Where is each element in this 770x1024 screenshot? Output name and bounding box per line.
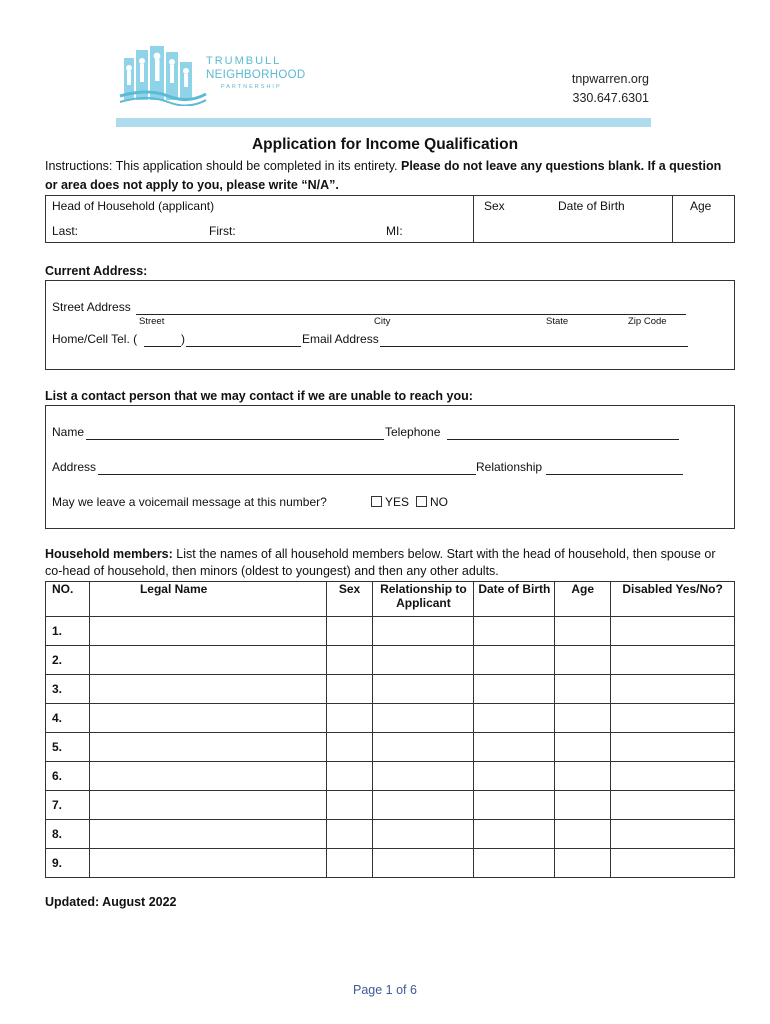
- mi-field[interactable]: MI:: [386, 224, 403, 238]
- table-row: [46, 646, 735, 675]
- head-of-household-box: [45, 195, 735, 243]
- household-heading-text: List the names of all household members below. Start with the head of household, then spouse or co-head of household, then minors (oldest to youngest) and then any other adults.: [45, 547, 716, 578]
- state-caption: State: [546, 316, 569, 327]
- contact-address-label: Address: [52, 460, 97, 474]
- col-dob: Date of Birth: [474, 582, 555, 617]
- contact-person-heading: List a contact person that we may contact if we are unable to reach you:: [45, 389, 473, 403]
- household-table: [45, 581, 735, 878]
- age-cell[interactable]: [555, 704, 611, 733]
- head-label: Head of Household (applicant): [52, 199, 215, 213]
- sex-cell[interactable]: [326, 675, 373, 704]
- age-cell[interactable]: [555, 675, 611, 704]
- header-bar: [116, 118, 651, 127]
- age-cell[interactable]: [555, 791, 611, 820]
- street-address-field[interactable]: [136, 314, 686, 315]
- row-number: 2.: [46, 646, 90, 675]
- dob-cell[interactable]: [474, 791, 555, 820]
- age-cell[interactable]: [555, 617, 611, 646]
- dob-cell[interactable]: [474, 646, 555, 675]
- updated-date: Updated: August 2022: [45, 895, 177, 909]
- col-age: Age: [555, 582, 611, 617]
- voicemail-no-option[interactable]: NO: [416, 495, 448, 509]
- disabled-cell[interactable]: [611, 820, 735, 849]
- checkbox-icon[interactable]: [416, 496, 427, 507]
- sex-cell[interactable]: [326, 646, 373, 675]
- legal-name-cell[interactable]: [89, 849, 326, 878]
- age-cell[interactable]: [555, 646, 611, 675]
- disabled-cell[interactable]: [611, 704, 735, 733]
- instructions: [45, 157, 735, 195]
- zip-caption: Zip Code: [628, 316, 667, 327]
- phone-field[interactable]: [186, 346, 301, 347]
- sex-cell[interactable]: [326, 704, 373, 733]
- sex-cell[interactable]: [326, 733, 373, 762]
- instructions-bold: Please do not leave any questions blank. If a question or area does not apply to you, please write “N/A”.: [45, 159, 722, 192]
- sex-cell[interactable]: [326, 791, 373, 820]
- legal-name-cell[interactable]: [89, 675, 326, 704]
- col-sex: Sex: [326, 582, 373, 617]
- dob-cell[interactable]: [474, 762, 555, 791]
- contact-name-label: Name: [52, 425, 85, 439]
- relationship-cell[interactable]: [373, 675, 474, 704]
- phone-number: 330.647.6301: [572, 91, 649, 105]
- dob-label: Date of Birth: [558, 199, 625, 213]
- contact-relationship-field[interactable]: [546, 474, 683, 475]
- logo-line3: PARTNERSHIP: [221, 84, 282, 90]
- disabled-cell[interactable]: [611, 646, 735, 675]
- contact-telephone-field[interactable]: [447, 439, 679, 440]
- sex-cell[interactable]: [326, 849, 373, 878]
- table-row: [46, 704, 735, 733]
- sex-cell[interactable]: [326, 762, 373, 791]
- age-cell[interactable]: [555, 849, 611, 878]
- age-cell[interactable]: [555, 762, 611, 791]
- contact-person-box: [45, 405, 735, 529]
- voicemail-yes-option[interactable]: YES: [371, 495, 409, 509]
- contact-name-field[interactable]: [86, 439, 384, 440]
- table-row: [46, 617, 735, 646]
- row-number: 1.: [46, 617, 90, 646]
- col-no: NO.: [46, 582, 90, 617]
- relationship-cell[interactable]: [373, 617, 474, 646]
- legal-name-cell[interactable]: [89, 646, 326, 675]
- relationship-cell[interactable]: [373, 820, 474, 849]
- row-number: 5.: [46, 733, 90, 762]
- street-caption: Street: [139, 316, 165, 327]
- age-label: Age: [690, 199, 712, 213]
- sex-label: Sex: [484, 199, 505, 213]
- household-heading: [45, 546, 735, 580]
- table-row: [46, 791, 735, 820]
- contact-telephone-label: Telephone: [385, 425, 441, 439]
- legal-name-cell[interactable]: [89, 733, 326, 762]
- dob-cell[interactable]: [474, 704, 555, 733]
- dob-cell[interactable]: [474, 675, 555, 704]
- dob-cell[interactable]: [474, 617, 555, 646]
- household-heading-bold: Household members:: [45, 547, 173, 561]
- contact-relationship-label: Relationship: [476, 460, 543, 474]
- sex-cell[interactable]: [326, 820, 373, 849]
- voicemail-question: May we leave a voicemail message at this number?: [52, 495, 327, 509]
- phone-label: Home/Cell Tel. (: [52, 332, 138, 346]
- disabled-cell[interactable]: [611, 675, 735, 704]
- row-number: 9.: [46, 849, 90, 878]
- row-number: 6.: [46, 762, 90, 791]
- table-row: [46, 849, 735, 878]
- relationship-cell[interactable]: [373, 791, 474, 820]
- page-title: Application for Income Qualification: [251, 136, 519, 153]
- legal-name-cell[interactable]: [89, 704, 326, 733]
- relationship-cell[interactable]: [373, 849, 474, 878]
- dob-cell[interactable]: [474, 733, 555, 762]
- first-name-field[interactable]: First:: [209, 224, 236, 238]
- legal-name-cell[interactable]: [89, 762, 326, 791]
- logo-line2: NEIGHBORHOOD: [206, 69, 306, 81]
- age-cell[interactable]: [555, 820, 611, 849]
- phone-paren: ): [181, 332, 185, 346]
- col-legal-name: Legal Name: [89, 582, 326, 617]
- legal-name-cell[interactable]: [89, 617, 326, 646]
- table-header-row: [46, 582, 735, 617]
- disabled-cell[interactable]: [611, 791, 735, 820]
- row-number: 4.: [46, 704, 90, 733]
- dob-cell[interactable]: [474, 849, 555, 878]
- address-box: [45, 280, 735, 370]
- area-code-field[interactable]: [144, 346, 181, 347]
- row-number: 7.: [46, 791, 90, 820]
- table-row: [46, 762, 735, 791]
- table-row: [46, 733, 735, 762]
- logo-line1: TRUMBULL: [206, 55, 282, 67]
- relationship-cell[interactable]: [373, 704, 474, 733]
- dob-cell[interactable]: [474, 820, 555, 849]
- city-caption: City: [374, 316, 391, 327]
- email-label: Email Address: [302, 332, 379, 346]
- legal-name-cell[interactable]: [89, 820, 326, 849]
- disabled-cell[interactable]: [611, 617, 735, 646]
- current-address-heading: Current Address:: [45, 264, 148, 278]
- checkbox-icon[interactable]: [371, 496, 382, 507]
- table-row: [46, 820, 735, 849]
- disabled-cell[interactable]: [611, 733, 735, 762]
- legal-name-cell[interactable]: [89, 791, 326, 820]
- relationship-cell[interactable]: [373, 762, 474, 791]
- col-relationship: Relationship to Applicant: [373, 582, 474, 617]
- col-disabled: Disabled Yes/No?: [611, 582, 735, 617]
- disabled-cell[interactable]: [611, 849, 735, 878]
- row-number: 3.: [46, 675, 90, 704]
- relationship-cell[interactable]: [373, 646, 474, 675]
- row-number: 8.: [46, 820, 90, 849]
- website: tnpwarren.org: [571, 72, 649, 86]
- relationship-cell[interactable]: [373, 733, 474, 762]
- last-name-field[interactable]: Last:: [52, 224, 79, 238]
- contact-address-field[interactable]: [98, 474, 476, 475]
- page-number: Page 1 of 6: [353, 983, 417, 997]
- sex-cell[interactable]: [326, 617, 373, 646]
- city-skyline-icon: [118, 44, 208, 106]
- age-cell[interactable]: [555, 733, 611, 762]
- instructions-plain: Instructions: This application should be completed in its entirety.: [45, 159, 398, 173]
- street-address-label: Street Address: [52, 300, 131, 314]
- email-field[interactable]: [380, 346, 688, 347]
- disabled-cell[interactable]: [611, 762, 735, 791]
- table-row: [46, 675, 735, 704]
